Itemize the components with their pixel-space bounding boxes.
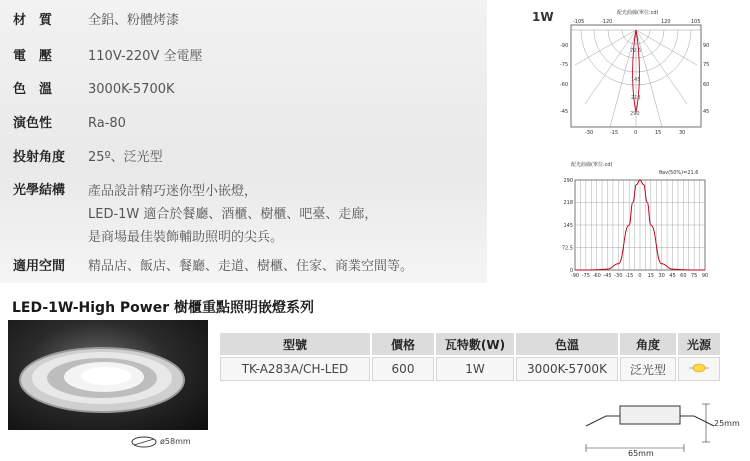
x-tick-label: 90: [701, 273, 709, 279]
polar-radial-tick: 290: [630, 111, 640, 117]
x-tick-label: 75: [690, 273, 698, 279]
spec-row-cri: [0, 113, 126, 135]
spec-label: 電 壓: [13, 49, 53, 64]
polar-top-tick: 105: [691, 19, 701, 25]
y-tick-label: 145: [563, 222, 573, 229]
polar-right-tick: 90: [703, 43, 710, 49]
chart-y-ticks: [562, 178, 573, 274]
spec-label: 色 溫: [13, 82, 53, 97]
table-cell-light-source: [678, 357, 720, 381]
price-table: [218, 331, 722, 383]
wattage-label: 1W: [532, 10, 554, 24]
table-cell-angle: 泛光型: [620, 357, 676, 381]
polar-left-tick: -75: [560, 62, 569, 68]
polar-bottom-tick: -30: [585, 130, 594, 136]
led-bulb-icon: [688, 362, 710, 374]
spec-value: Ra-80: [88, 116, 126, 131]
spec-value: 3000K-5700K: [88, 82, 175, 97]
spec-value: 25º、泛光型: [88, 150, 163, 165]
chart-title: 配光曲線(單位:cd): [571, 162, 613, 168]
table-cell-price: 600: [372, 357, 434, 381]
table-cell-model: TK-A283A/CH-LED: [220, 357, 370, 381]
product-title: LED-1W-High Power 樹櫃重點照明嵌燈系列: [12, 300, 315, 316]
spec-row-beam-angle: [0, 147, 163, 169]
x-tick-label: 60: [680, 273, 687, 279]
spec-panel: [0, 0, 487, 283]
y-tick-label: 0: [569, 267, 573, 274]
spec-line: 產品設計精巧迷你型小嵌燈，: [88, 184, 258, 199]
light-distribution-chart: [555, 158, 715, 288]
polar-left-tick: -45: [560, 109, 569, 115]
polar-top-tick: 120: [661, 19, 671, 25]
spec-label: 演色性: [13, 116, 53, 131]
polar-top-tick: -105: [573, 19, 585, 25]
polar-left-tick: -90: [560, 43, 569, 49]
polar-right-tick: 45: [703, 109, 710, 115]
spec-row-color-temp: [0, 79, 175, 101]
spec-description: [88, 180, 377, 249]
spec-value: 110V-220V 全電壓: [88, 49, 203, 64]
x-tick-label: 15: [647, 273, 655, 279]
polar-right-tick: 75: [703, 62, 710, 68]
spec-label: 投射角度: [13, 150, 66, 165]
chart-grid: [575, 180, 705, 270]
product-photo: [8, 320, 208, 430]
width-dimension-label: 65mm: [628, 449, 654, 458]
polar-bottom-tick: 0: [634, 130, 638, 136]
x-tick-label: 45: [669, 273, 676, 279]
spec-label: 光學結構: [13, 183, 66, 198]
table-header: 瓦特數(W): [436, 333, 514, 355]
polar-top-tick: -120: [601, 19, 613, 25]
polar-radial-tick: 72.5: [630, 48, 642, 54]
spec-line: LED-1W 適合於餐廳、酒櫃、樹櫃、吧臺、走廊，: [88, 207, 378, 222]
x-tick-label: -30: [614, 273, 623, 279]
table-cell-color-temp: 3000K-5700K: [516, 357, 618, 381]
table-header: 色溫: [516, 333, 618, 355]
polar-bottom-tick: -15: [610, 130, 619, 136]
spec-label: 材 質: [13, 13, 53, 28]
table-header: 角度: [620, 333, 676, 355]
spec-row-material: [0, 10, 179, 32]
spec-row-voltage: [0, 46, 202, 68]
x-tick-label: -15: [625, 273, 634, 279]
table-row: [220, 357, 720, 381]
height-dimension-label: 25mm: [714, 419, 740, 428]
downlight-image: [8, 320, 208, 430]
spec-row-optics: [0, 180, 377, 249]
table-cell-wattage: 1W: [436, 357, 514, 381]
polar-radial-tick: 218: [631, 95, 641, 101]
table-header: 型號: [220, 333, 370, 355]
chart-x-ticks: [571, 273, 708, 279]
table-header: 光源: [678, 333, 720, 355]
table-header-row: [220, 333, 720, 355]
chart-annotation: θav(50%)=21.6: [659, 170, 699, 176]
y-tick-label: 290: [563, 177, 573, 184]
polar-bottom-tick: 15: [655, 130, 662, 136]
spec-line: 是商場最佳裝飾輔助照明的尖兵。: [88, 230, 284, 245]
spec-value: 精品店、飯店、餐廳、走道、樹櫃、住家、商業空間等。: [88, 259, 414, 274]
x-tick-label: -75: [581, 273, 590, 279]
x-tick-label: -60: [592, 273, 601, 279]
dimension-drawing: [580, 398, 750, 458]
x-tick-label: 30: [658, 273, 665, 279]
polar-distribution-chart: [555, 8, 715, 138]
spec-value: 全鋁、粉體烤漆: [88, 13, 180, 28]
polar-chart-title: 配光曲線(單位:cd): [617, 10, 659, 16]
polar-bottom-tick: 30: [679, 130, 686, 136]
y-tick-label: 72.5: [561, 245, 573, 252]
x-tick-label: -90: [570, 273, 580, 279]
spec-label: 適用空間: [13, 259, 66, 274]
polar-radial-tick: 145: [631, 77, 641, 83]
y-tick-label: 218: [563, 200, 573, 207]
spec-row-applications: [0, 256, 413, 278]
cutout-diameter-icon: [130, 435, 158, 449]
x-tick-label: 0: [638, 273, 642, 279]
cutout-diameter-label: ø58mm: [160, 437, 191, 446]
polar-left-tick: -60: [560, 82, 569, 88]
polar-right-tick: 60: [703, 82, 710, 88]
x-tick-label: -45: [603, 273, 612, 279]
table-header: 價格: [372, 333, 434, 355]
